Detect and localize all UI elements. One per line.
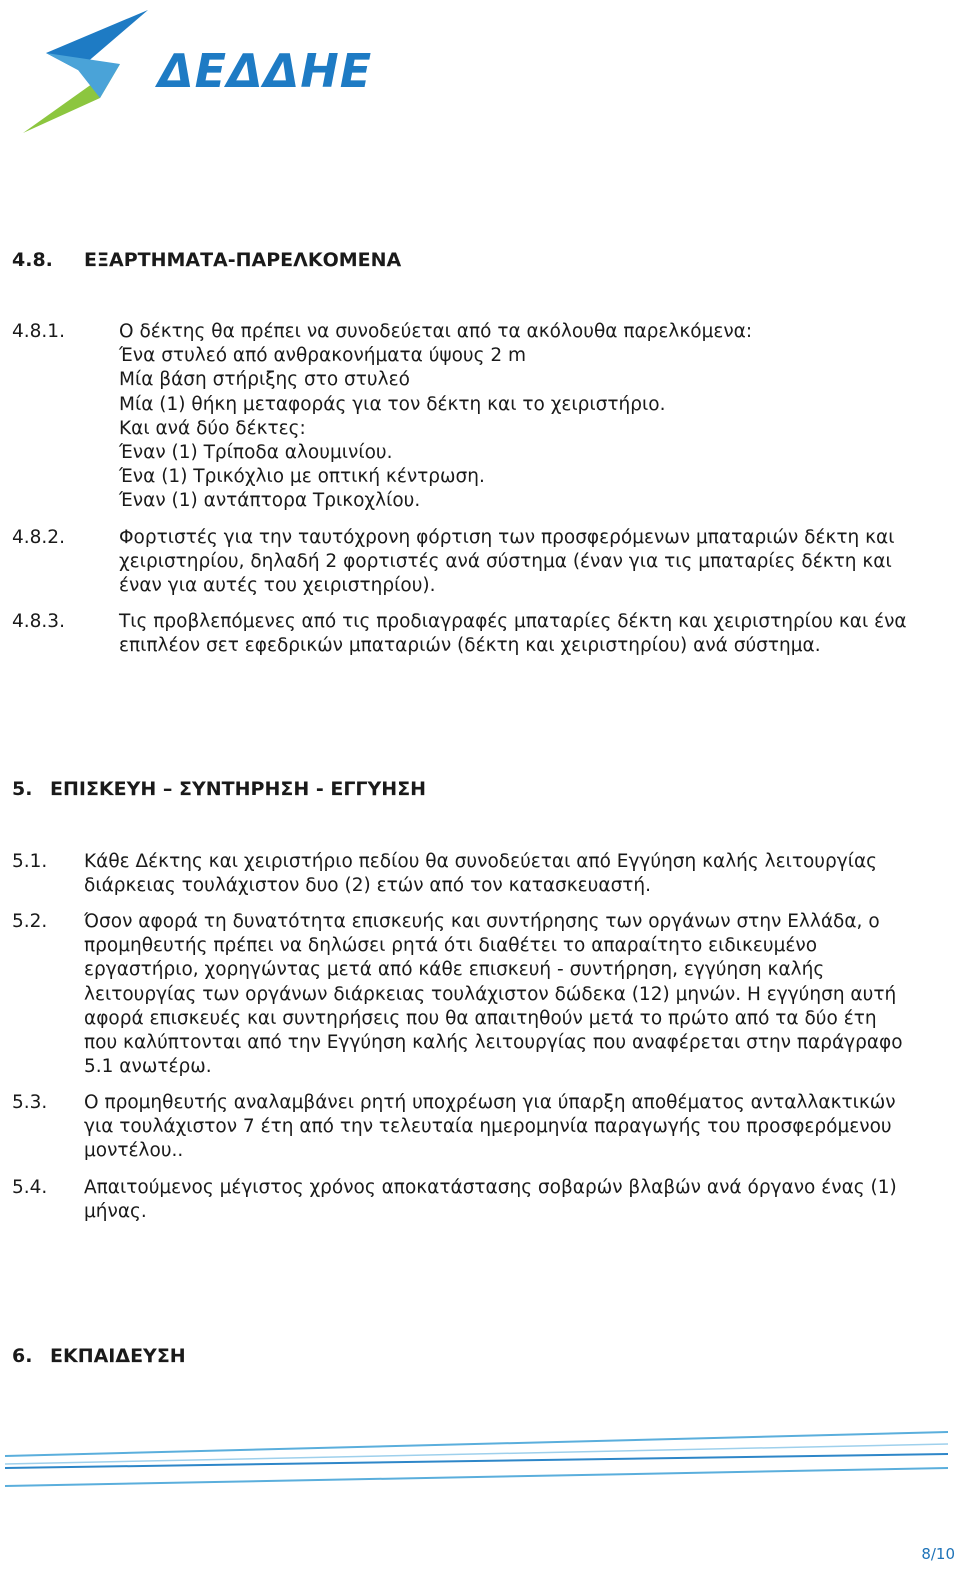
item-line: χειριστηρίου, δηλαδή 2 φορτιστές ανά σύστημα (έναν για τις μπαταρίες δέκτη και — [119, 551, 892, 573]
item-line: 5.1 ανωτέρω. — [84, 1056, 212, 1078]
item-line: μήνας. — [84, 1201, 147, 1223]
item-4-8-3-text — [119, 610, 907, 658]
item-line: αφορά επισκευές και συντηρήσεις που θα απαιτηθούν μετά το πρώτο από τα δύο έτη — [84, 1007, 877, 1029]
item-line: για τουλάχιστον 7 έτη από την τελευταία ημερομηνία παραγωγής του προσφερόμενου — [84, 1116, 892, 1138]
item-line: Μία βάση στήριξης στο στυλεό — [119, 369, 410, 391]
item-line: Έναν (1) αντάπτορα Τρικοχλίου. — [119, 490, 421, 512]
item-line: Και ανά δύο δέκτες: — [119, 417, 306, 439]
item-line: Ο δέκτης θα πρέπει να συνοδεύεται από τα ακόλουθα παρελκόμενα: — [119, 321, 753, 342]
item-line: προμηθευτής πρέπει να δηλώσει ρητά ότι διαθέτει το απαραίτητο ειδικευμένο — [84, 935, 818, 957]
item-line: Ο προμηθευτής αναλαμβάνει ρητή υποχρέωση για ύπαρξη αποθέματος ανταλλακτικών — [84, 1092, 896, 1113]
item-line: Μία (1) θήκη μεταφοράς για τον δέκτη και το χειριστήριο. — [119, 393, 666, 415]
item-line: επιπλέον σετ εφεδρικών μπαταριών (δέκτη και χειριστηρίου) ανά σύστημα. — [119, 635, 821, 657]
item-line: Όσον αφορά τη δυνατότητα επισκευής και συντήρησης των οργάνων στην Ελλάδα, ο — [84, 911, 880, 932]
item-line: Ένα (1) Τρικόχλιο με οπτική κέντρωση. — [119, 466, 485, 488]
item-5-3-number: 5.3. — [12, 1092, 48, 1113]
item-5-2-text — [84, 910, 903, 1079]
item-5-3-text — [84, 1091, 896, 1164]
footer-decorative-lines — [0, 1420, 960, 1500]
page-number: 8/10 — [921, 1545, 955, 1563]
section-4-8-number: 4.8. — [12, 249, 53, 271]
item-4-8-1-text — [119, 320, 752, 514]
section-6-number: 6. — [12, 1345, 33, 1367]
item-4-8-2-number: 4.8.2. — [12, 527, 65, 548]
logo-text: ΔΕΔΔΗΕ — [158, 44, 373, 98]
section-5-title: ΕΠΙΣΚΕΥΗ – ΣΥΝΤΗΡΗΣΗ - ΕΓΓΥΗΣΗ — [50, 778, 427, 800]
item-line: Κάθε Δέκτης και χειριστήριο πεδίου θα συνοδεύεται από Εγγύηση καλής λειτουργίας — [84, 851, 878, 872]
item-4-8-2-text — [119, 526, 894, 599]
item-line: έναν για αυτές του χειριστηρίου). — [119, 575, 436, 597]
item-5-2-number: 5.2. — [12, 911, 48, 932]
item-line: Απαιτούμενος μέγιστος χρόνος αποκατάστασης σοβαρών βλαβών ανά όργανο ένας (1) — [84, 1177, 897, 1198]
item-line: Έναν (1) Τρίποδα αλουμινίου. — [119, 442, 393, 464]
item-5-1-number: 5.1. — [12, 851, 48, 872]
item-line: που καλύπτονται από την Εγγύηση καλής λειτουργίας που αναφέρεται στην παράγραφο — [84, 1032, 903, 1054]
item-line: μοντέλου.. — [84, 1140, 184, 1162]
item-5-1-text — [84, 850, 877, 898]
item-4-8-3-number: 4.8.3. — [12, 611, 65, 632]
item-line: διάρκειας τουλάχιστον δυο (2) ετών από τον κατασκευαστή. — [84, 875, 652, 897]
item-5-4-text — [84, 1176, 897, 1224]
item-5-4-number: 5.4. — [12, 1177, 48, 1198]
item-line: Φορτιστές για την ταυτόχρονη φόρτιση των προσφερόμενων μπαταριών δέκτη και — [119, 527, 895, 548]
company-logo — [18, 8, 373, 138]
section-5-number: 5. — [12, 778, 33, 800]
item-line: λειτουργίας των οργάνων διάρκειας τουλάχιστον δώδεκα (12) μηνών. Η εγγύηση αυτή — [84, 983, 897, 1005]
item-4-8-1-number: 4.8.1. — [12, 321, 65, 342]
item-line: εργαστήριο, χορηγώντας μετά από κάθε επισκευή - συντήρηση, εγγύηση καλής — [84, 959, 825, 981]
item-line: Τις προβλεπόμενες από τις προδιαγραφές μπαταρίες δέκτη και χειριστηρίου και ένα — [119, 611, 907, 632]
section-6-title: ΕΚΠΑΙΔΕΥΣΗ — [50, 1345, 186, 1367]
item-line: Ένα στυλεό από ανθρακονήματα ύψους 2 m — [119, 345, 527, 367]
section-4-8-title: ΕΞΑΡΤΗΜΑΤΑ-ΠΑΡΕΛΚΟΜΕΝΑ — [84, 249, 402, 271]
